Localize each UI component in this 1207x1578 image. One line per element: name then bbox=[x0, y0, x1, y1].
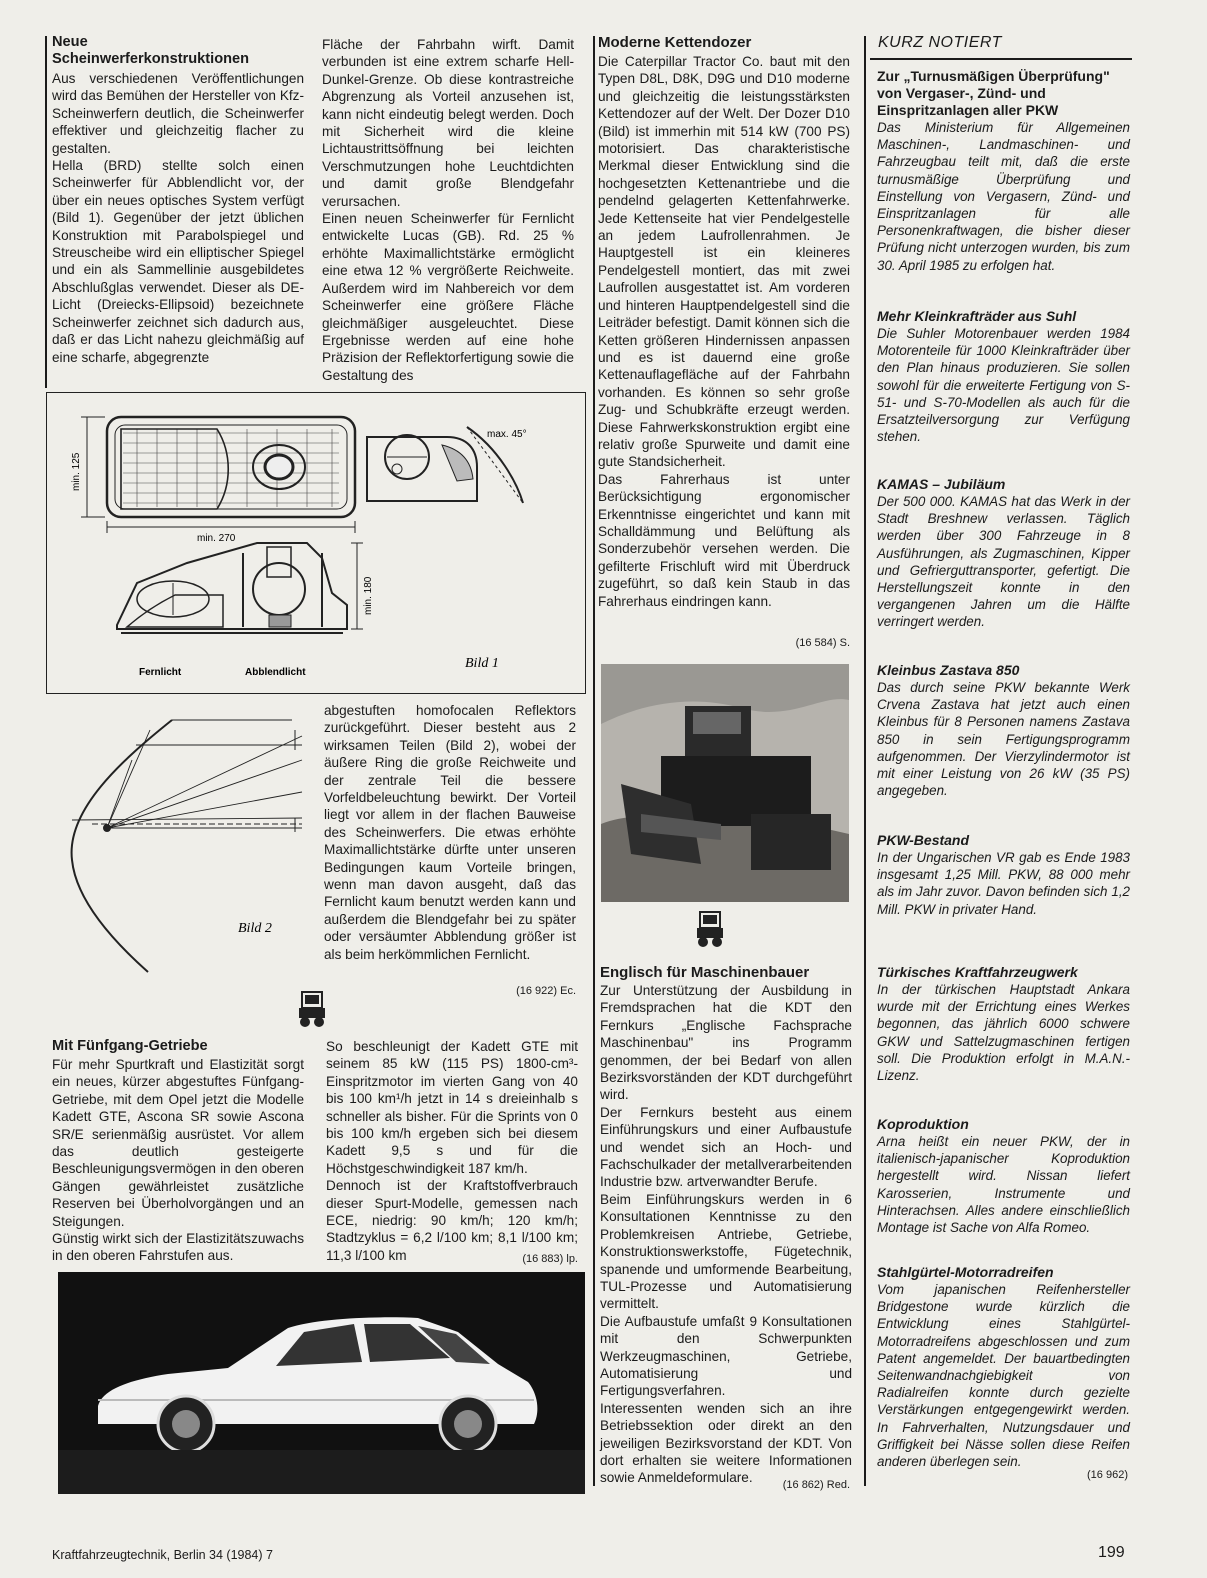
angle-label: max. 45° bbox=[487, 429, 527, 440]
page-number: 199 bbox=[1098, 1544, 1125, 1561]
dim-label-depth: min. 180 bbox=[363, 576, 374, 615]
dozer-article-ref: (16 584) S. bbox=[795, 637, 850, 649]
kurz-item-text: In der Ungarischen VR gab es Ende 1983 insgesamt 1,25 Mill. PKW, 88 000 mehr als im Jahr zuvor. Davon befinden sich 1,2 Mill. PKW in privater Hand. bbox=[877, 850, 1130, 917]
figure-bild2 bbox=[52, 700, 314, 990]
kurz-item-title: Türkisches Kraftfahrzeugwerk bbox=[877, 964, 1078, 980]
kurz-item-title: Koproduktion bbox=[877, 1116, 969, 1132]
kurz-item-text: Arna heißt ein neuer PKW, der in italienisch-japanischer Koproduktion hergestellt wird. Nissan liefert Karosserien, Instrumente und Hinterachsen. Alles andere einschließlich Montage ist Sache von Alfa Romeo. bbox=[877, 1134, 1130, 1236]
kurz-notiert-rule bbox=[870, 58, 1132, 60]
column-rule-center bbox=[593, 36, 595, 1486]
label-fernlicht: Fernlicht bbox=[139, 667, 182, 678]
bild1-caption: Bild 1 bbox=[465, 656, 499, 671]
column-rule-left bbox=[45, 36, 47, 388]
label-abblendlicht: Abblendlicht bbox=[245, 667, 306, 678]
journal-citation: Kraftfahrzeugtechnik, Berlin 34 (1984) 7 bbox=[52, 1548, 273, 1562]
gearbox-article-title: Mit Fünfgang-Getriebe bbox=[52, 1038, 208, 1054]
kurz-item bbox=[877, 832, 1130, 918]
gearbox-article-col1: Für mehr Spurtkraft und Elastizität sorgt ein neues, kürzer abgestuftes Fünfgang-Getriebe, mit dem Opel jetzt die Modelle Kadett GTE, Ascona SR sowie Ascona SR/E serienmäßig ausrüstet. Vor allem das deutlich gesteigerte Beschleunigungsvermögen in den oberen Gängen gewährleistet zusätzliche Reserven bei Überholvorgängen und an Steigungen. Günstig wirkt sich der Elastizitätszuwachs in den oberen Fahrstufen aus. bbox=[52, 1057, 304, 1264]
column-rule-right bbox=[864, 36, 866, 1486]
kurz-item-title: PKW-Bestand bbox=[877, 832, 970, 848]
kurz-item-title: Mehr Kleinkrafträder aus Suhl bbox=[877, 308, 1077, 324]
kurz-item-text: Der 500 000. KAMAS hat das Werk in der Stadt Breshnew verlassen. Täglich werden über 300 Fahrzeuge in 8 Ausführungen, als Zugmaschinen, Kipper und Gefrierguttransporter, gefertigt. Die Herstellungszeit konnte in den vergangenen Jahren um die Hälfte verringert werden. bbox=[877, 494, 1130, 630]
gearbox-article-ref: (16 883) lp. bbox=[522, 1253, 578, 1265]
headlight-article-continuation: abgestuften homofocalen Reflektors zurückgeführt. Dieser besteht aus 2 wirksamen Teilen (Bild 2), wobei der äußere Ring die große Reichweite und der zentrale Teil die bessere Vorfeldbeleuchtung bewirkt. Der Vorteil liegt vor allem in der flachen Bauweise des Scheinwerfers. Die etwas erhöhte Maximallichtstärke dürfte unter unseren Bedingungen kaum Vorteile bringen, wenn man davon ausgeht, daß das Fernlicht kaum benutzt werden kann und außerdem die Blendgefahr bei zu später oder versäumter Abblendung größer ist als beim herkömmlichen Fernlicht. bbox=[324, 703, 576, 962]
bild2-caption: Bild 2 bbox=[238, 921, 272, 936]
reflector-ray-diagram bbox=[52, 700, 314, 990]
kurz-item-text: Das Ministerium für Allgemeinen Maschinen-, Landmaschinen- und Fahrzeugbau teilt mit, daß die erste turnusmäßige Überprüfung und Einstellung von Vergasern, Zünd- und Einspritzanlagen für alle Personenkraftwagen, die bisher dieser Prüfung nicht unterzogen wurden, bis zum 30. April 1985 zu erfolgen hat. bbox=[877, 120, 1130, 273]
headlight-technical-drawing bbox=[47, 393, 585, 693]
dozer-article-title: Moderne Kettendozer bbox=[598, 34, 752, 51]
kurz-item-text: Vom japanischen Reifenhersteller Bridgestone wurde kürzlich die Entwicklung eines Stahlgürtel-Motorradreifens abgeschlossen und zum Patent angemeldet. Der bauartbedingten Seitenwandnachgiebigkeit von Radialreifen konnte durch gezielte Verstärkungen entgegengewirkt werden. In Fahrverhalten, Nutzungsdauer und Griffigkeit bei Nässe sollen diese Reifen anderen überlegen sein. bbox=[877, 1282, 1130, 1470]
kurz-item bbox=[877, 964, 1130, 1084]
english-course-text: Zur Unterstützung der Ausbildung in Fremdsprachen hat die KDT den Fernkurs „Englische Fachsprache Maschinenbau" ins Programm genommen, der bei Bedarf von allen Bezirksvorständen der KDT durchgeführt wird. Der Fernkurs besteht aus einem Einführungskurs und einer Aufbaustufe und wendet sich an Hoch- und Fachschulkader der metallverarbeitenden Industrie bzw. artverwandter Berufe. Beim Einführungskurs werden in 6 Konsultationen Kenntnisse zu den Problemkreisen Antriebe, Getriebe, Konstruktionswerkstoffe, Fügetechnik, spanende und umformende Bearbeitung, TUL-Prozesse und Automatisierung vermittelt. Die Aufbaustufe umfaßt 9 Konsultationen mit den Schwerpunkten Werkzeugmaschinen, Getriebe, Automatisierung und Fertigungsverfahren. Interessenten wenden sich an ihre Betriebssektion oder direkt an den jeweiligen Bezirksvorstand der KDT. Von dort erhalten sie weitere Informationen sowie Anmeldeformulare. bbox=[600, 983, 852, 1486]
kurz-item bbox=[877, 1264, 1130, 1470]
kurz-item-title: Kleinbus Zastava 850 bbox=[877, 662, 1020, 678]
english-course-title: Englisch für Maschinenbauer bbox=[600, 964, 810, 981]
kurz-item-text: Die Suhler Motorenbauer werden 1984 Motorenteile für 1000 Kleinkrafträder über den Plan hinaus produzieren. Sie sollen sowohl für die erweiterte Fertigung von S-51- und S-70-Modellen als auch für die Ersatzteilversorgung zur Verfügung stehen. bbox=[877, 326, 1130, 445]
kurz-item-text: In der türkischen Hauptstadt Ankara wurde mit der Errichtung eines Werkes begonnen, das jährlich 6000 schwere GKW und Sattelzugmaschinen fertigen soll. Die Produktion erfolgt in M.A.N.-Lizenz. bbox=[877, 982, 1130, 1084]
dim-label-width: min. 270 bbox=[197, 533, 236, 544]
dozer-article-text: Die Caterpillar Tractor Co. baut mit den Typen D8L, D8K, D9G und D10 moderne und gleichzeitig die leistungsstärksten Kettendozer auf der Welt. Der Dozer D10 (Bild) ist immerhin mit 514 kW (700 PS) motorisiert. Das charakteristische Merkmal dieser Entwicklung sind die hochgesetzten Kettenantriebe und die pendelnd gelagerten Kettenfahrwerke. Jede Kettenseite hat vier Pendelgestelle an jedem Laufrollenrahmen. Je Hauptgestell ist ein kleineres Pendelgestell montiert, das mit zwei Laufrollen ausgestattet ist. Am vorderen und hinteren Hauptpendelgestell sind die Leiträder befestigt. Damit können sich die Ketten größeren Hindernissen anpassen und es ist dauernd eine große Kettenauflagefläche auf der Fahrbahn vorhanden. Es können so sehr große Zug- und Schubkräfte erzeugt werden. Diese Fahrwerkskonstruktion ergibt eine relativ große Spurweite und damit eine gute Standsicherheit. Das Fahrerhaus ist unter Berücksichtigung ergonomischer Erkenntnisse eingerichtet und kann mit Schalldämmung und Belüftung als Sonderzubehör versehen werden. Die gefilterte Frischluft wird mit Überdruck zugeführt, so daß kein Staub in das Fahrerhaus eindringen kann. bbox=[598, 54, 850, 609]
kurz-notiert-header: KURZ NOTIERT bbox=[878, 34, 1002, 51]
kurz-item bbox=[877, 476, 1130, 631]
headlight-article-col2: Fläche der Fahrbahn wirft. Damit verbunden ist eine extrem scharfe Hell-Dunkel-Grenze. Ob diese kontrastreiche Abgrenzung als Vorteil anzusehen ist, kann nicht eindeutig belegt werden. Doch mit Sicherheit wird die kleine Lichtaustrittsöffnung bei leichten Verschmutzungen hohe Leuchtdichten und damit große Blendgefahr verursachen. Einen neuen Scheinwerfer für Fernlicht entwickelte Lucas (GB). Rd. 25 % erhöhte Maximallichtstärke ermöglicht eine etwa 12 % vergrößerte Reichweite. Außerdem wird im Nahbereich vor dem Scheinwerfer eine größere Fläche gleichmäßiger ausgeleuchtet. Diese Ergebnisse werden auf eine hohe Präzision der Reflektorfertigung sowie die Gestaltung des bbox=[322, 37, 574, 383]
kurz-item-title: Stahlgürtel-Motorradreifen bbox=[877, 1264, 1054, 1280]
kurz-item bbox=[877, 1116, 1130, 1236]
kurz-item-title: Zur „Turnusmäßigen Überprüfung" von Vergaser-, Zünd- und Einspritzanlagen aller PKW bbox=[877, 68, 1110, 118]
kurz-item-title: KAMAS – Jubiläum bbox=[877, 476, 1006, 492]
english-course-ref: (16 862) Red. bbox=[782, 1479, 850, 1491]
kurz-item-text: Das durch seine PKW bekannte Werk Crvena Zastava hat jetzt auch einen Kleinbus für 8 Personen namens Zastava 850 in sein Fertigungsprogramm aufgenommen. Der Vierzylindermotor ist mit einer Leistung von 26 kW (35 PS) angegeben. bbox=[877, 680, 1130, 799]
kurz-item bbox=[877, 662, 1130, 799]
kurz-item bbox=[877, 308, 1130, 445]
kurz-notiert-ref: (16 962) bbox=[1087, 1469, 1128, 1481]
headlight-article-title: Neue Scheinwerferkonstruktionen bbox=[52, 34, 250, 67]
dim-label-height: min. 125 bbox=[71, 452, 82, 491]
car-ornament-icon bbox=[694, 910, 726, 950]
kurz-item bbox=[877, 68, 1130, 274]
headlight-article-col1: Aus verschiedenen Veröffentlichungen wird das Bemühen der Hersteller von Kfz-Scheinwerfern deutlich, die Scheinwerfer effektiver und gleichzeitig flacher zu gestalten. Hella (BRD) stellte solch einen Scheinwerfer für Abblendlicht vor, der über ein neues optisches System verfügt (Bild 1). Gegenüber der jetzt üblichen Konstruktion mit Parabolspiegel und Streuscheibe wird ein elliptischer Spiegel und ein als Sammellinie ausgebildetes Abschlußglas verwendet. Dieser als DE-Licht (Dreiecks-Ellipsoid) bezeichnete Scheinwerfer zeichnet sich dadurch aus, daß er das Licht nahezu gleichmäßig auf eine scharfe, abgegrenzte bbox=[52, 71, 304, 365]
caterpillar-dozer-photo bbox=[601, 664, 849, 902]
gearbox-article-col2: So beschleunigt der Kadett GTE mit seinem 85 kW (115 PS) 1800-cm³-Einspritzmotor im vierten Gang von 40 bis 100 km¹/h jetzt in 14 s dreieinhalb s schneller als bisher. Für die Sprints von 0 bis 100 km/h ergeben sich bei diesem Kadett 9,5 s und für die Höchstgeschwindigkeit 187 km/h. Dennoch ist der Kraftstoffverbrauch dieser Spurt-Modelle, gemessen nach ECE, niedrig: 90 km/h; 120 km/h; Stadtzyklus = 6,2 l/100 km; 8,1 l/100 km; 11,3 l/100 km bbox=[326, 1039, 578, 1263]
figure-bild1 bbox=[46, 392, 586, 694]
headlight-article-ref: (16 922) Ec. bbox=[516, 985, 576, 997]
opel-kadett-photo bbox=[58, 1272, 585, 1494]
car-ornament-icon bbox=[296, 990, 328, 1030]
